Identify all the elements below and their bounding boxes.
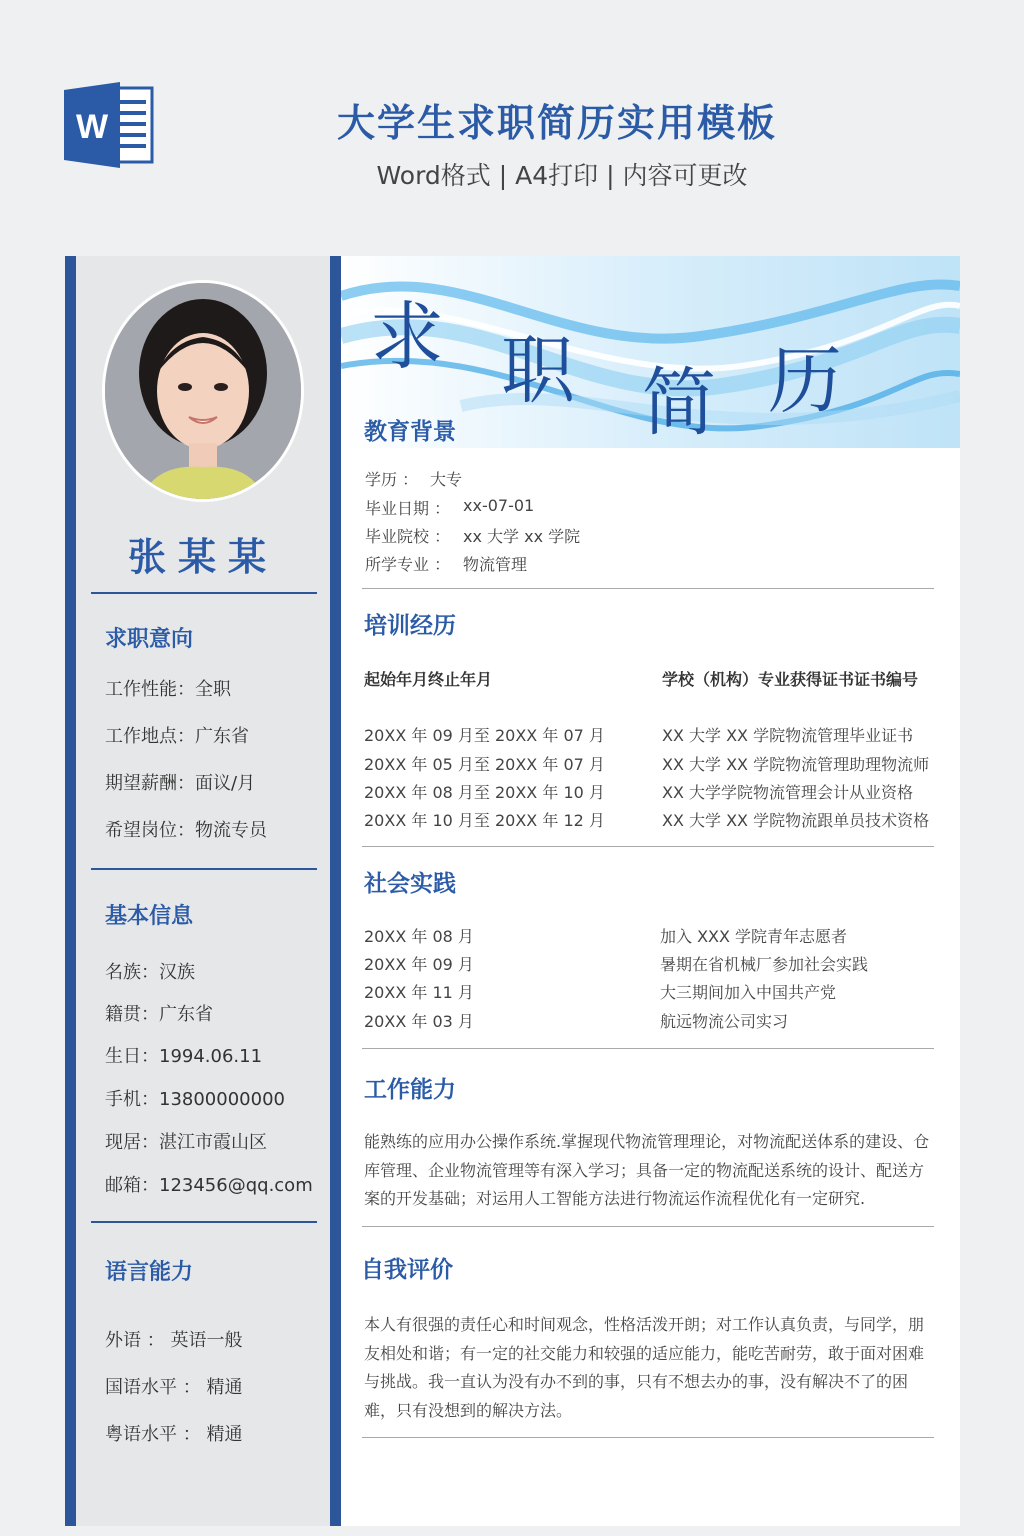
education-value: xx-07-01 xyxy=(463,496,535,515)
ability-text: 能熟练的应用办公操作系统.掌握现代物流管理理论，对物流配送体系的建设、仓库管理、企业物流管理等有深入学习；具备一定的物流配送系统的设计、配送方案的开发基础；对运用人工智能方法进行物流运作流程优化有一定研究. xyxy=(364,1132,930,1208)
training-col-detail: 学校（机构）专业获得证书证书编号 xyxy=(662,670,919,689)
sidebar-divider xyxy=(91,1221,317,1223)
education-value: xx 大学 xx 学院 xyxy=(463,527,581,546)
training-heading: 培训经历 xyxy=(364,613,456,639)
section-divider xyxy=(362,1048,934,1049)
basic-info-item: 邮箱：123456@qq.com xyxy=(105,1175,313,1196)
education-heading: 教育背景 xyxy=(364,419,456,445)
practice-event: 暑期在省机械厂参加社会实践 xyxy=(660,955,869,974)
section-divider xyxy=(362,1437,934,1438)
ability-heading: 工作能力 xyxy=(364,1077,456,1103)
language-item: 国语水平 ： 精通 xyxy=(105,1377,243,1398)
language-item: 外语 ： 英语一般 xyxy=(105,1330,243,1351)
basic-info-item: 名族：汉族 xyxy=(105,962,195,983)
language-item: 粤语水平 ： 精通 xyxy=(105,1424,243,1445)
job-intent-item: 工作地点：广东省 xyxy=(105,726,249,747)
practice-date: 20XX 年 11 月 xyxy=(364,983,474,1002)
training-period: 20XX 年 05 月至 20XX 年 07 月 xyxy=(364,755,605,774)
candidate-name: 张某某 xyxy=(127,535,278,579)
job-intent-item: 期望薪酬：面议/月 xyxy=(105,773,256,794)
training-detail: XX 大学 XX 学院物流管理毕业证书 xyxy=(662,726,914,745)
training-col-period: 起始年月终止年月 xyxy=(364,670,493,689)
avatar xyxy=(102,280,304,502)
banner-char: 职 xyxy=(501,328,575,414)
left-accent-bar xyxy=(65,256,76,1526)
practice-event: 航远物流公司实习 xyxy=(660,1012,789,1031)
basic-info-item: 籍贯：广东省 xyxy=(105,1004,213,1025)
basic-info-item: 生日：1994.06.11 xyxy=(105,1046,263,1067)
word-logo-letter: W xyxy=(75,108,109,146)
language-heading: 语言能力 xyxy=(105,1260,194,1285)
basic-info-item: 现居：湛江市霞山区 xyxy=(105,1132,267,1153)
banner-char: 求 xyxy=(370,294,444,380)
practice-date: 20XX 年 03 月 xyxy=(364,1012,474,1031)
self-eval-text: 本人有很强的责任心和时间观念，性格活泼开朗；对工作认真负责，与同学，朋友相处和谐；有一定的社交能力和较强的适应能力，能吃苦耐劳，敢于面对困难与挑战。我一直认为没有办不到的事，只有不想去办的事，没有解决不了的困难，只有没想到的解决方法。 xyxy=(364,1315,925,1420)
practice-event: 大三期间加入中国共产党 xyxy=(660,983,837,1002)
education-label: 所学专业 ： xyxy=(365,555,451,574)
basic-info-heading: 基本信息 xyxy=(105,904,194,929)
training-period: 20XX 年 10 月至 20XX 年 12 月 xyxy=(364,811,605,830)
job-intent-item: 工作性能：全职 xyxy=(105,679,231,700)
training-detail: XX 大学 XX 学院物流管理助理物流师 xyxy=(662,755,930,774)
training-detail: XX 大学 XX 学院物流跟单员技术资格 xyxy=(662,811,930,830)
training-period: 20XX 年 09 月至 20XX 年 07 月 xyxy=(364,726,605,745)
self-eval-heading: 自我评价 xyxy=(361,1257,453,1283)
training-detail: XX 大学学院物流管理会计从业资格 xyxy=(662,783,914,802)
practice-date: 20XX 年 08 月 xyxy=(364,927,474,946)
resume-sheet xyxy=(65,256,960,1526)
sidebar-divider xyxy=(91,592,317,594)
practice-event: 加入 XXX 学院青年志愿者 xyxy=(660,927,848,946)
education-label: 毕业院校 ： xyxy=(365,527,451,546)
page-title: 大学生求职简历实用模板 xyxy=(336,101,777,145)
sidebar-divider xyxy=(91,868,317,870)
section-divider xyxy=(362,846,934,847)
education-value: 物流管理 xyxy=(463,555,528,574)
banner-char: 简 xyxy=(642,360,716,446)
right-accent-bar xyxy=(330,256,341,1526)
education-value: 大专 xyxy=(430,470,463,489)
section-divider xyxy=(362,1226,934,1227)
education-label: 毕业日期 ： xyxy=(365,499,451,518)
training-period: 20XX 年 08 月至 20XX 年 10 月 xyxy=(364,783,605,802)
page-subtitle: Word格式 | A4打印 | 内容可更改 xyxy=(376,161,748,190)
basic-info-item: 手机：13800000000 xyxy=(105,1089,285,1110)
education-label: 学历 ： xyxy=(365,470,419,489)
practice-heading: 社会实践 xyxy=(364,871,456,897)
practice-date: 20XX 年 09 月 xyxy=(364,955,474,974)
job-intent-item: 希望岗位：物流专员 xyxy=(105,820,267,841)
banner-char: 历 xyxy=(768,338,842,424)
section-divider xyxy=(362,588,934,589)
job-intent-heading: 求职意向 xyxy=(105,627,194,652)
